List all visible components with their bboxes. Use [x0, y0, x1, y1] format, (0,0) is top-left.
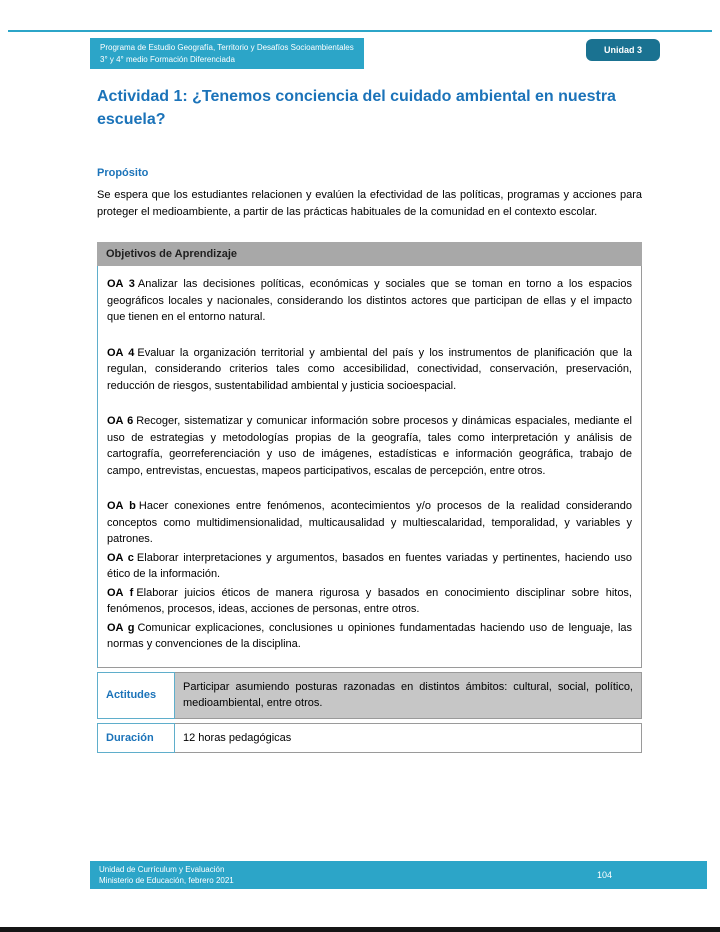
oa-item-3 — [107, 276, 632, 326]
duracion-row — [97, 723, 642, 754]
objetivos-table-header: Objetivos de Aprendizaje — [97, 242, 642, 266]
unit-badge: Unidad 3 — [586, 39, 660, 61]
oa-code: OA c — [107, 551, 134, 564]
objetivos-table-body — [97, 266, 642, 668]
actitudes-label: Actitudes — [97, 672, 175, 719]
page-bottom-edge — [0, 927, 720, 932]
oa-item-b — [107, 498, 632, 548]
proposito-paragraph: Se espera que los estudiantes relacionen y evalúen la efectividad de las políticas, programas y acciones para proteger el medioambiente, a partir de las prácticas habituales de la comunidad en el contexto escolar. — [97, 189, 642, 218]
oa-item-6 — [107, 413, 632, 479]
page-footer — [90, 861, 707, 889]
oa-code: OA b — [107, 500, 136, 513]
footer-line2: Ministerio de Educación, febrero 2021 — [99, 876, 234, 885]
actitudes-value: Participar asumiendo posturas razonadas en distintos ámbitos: cultural, social, político, medioambiental, entre otros. — [175, 672, 642, 719]
proposito-heading: Propósito — [97, 167, 149, 180]
oa-item-f — [107, 585, 632, 618]
program-title-box — [90, 38, 364, 69]
oa-code: OA g — [107, 621, 135, 634]
oa-item-c — [107, 550, 632, 583]
objetivos-table — [97, 242, 642, 753]
footer-credits — [99, 864, 234, 886]
oa-text: Elaborar interpretaciones y argumentos, basados en fuentes variadas y pertinentes, haciendo uso ético de la información. — [107, 551, 632, 581]
duracion-label: Duración — [97, 723, 175, 754]
page-header — [90, 38, 660, 69]
oa-text: Evaluar la organización territorial y ambiental del país y los instrumentos de planificación que la regulan, considerando criterios tales como accesibilidad, conectividad, conservación, preservación, reducción de riesgos, sustentabilidad ambiental y justicia socioespacial. — [107, 346, 632, 392]
oa-code: OA f — [107, 586, 134, 599]
oa-code: OA 3 — [107, 278, 135, 291]
activity-title: Actividad 1: ¿Tenemos conciencia del cuidado ambiental en nuestra escuela? — [97, 88, 616, 129]
oa-item-4 — [107, 345, 632, 395]
oa-item-g — [107, 620, 632, 653]
top-divider — [8, 30, 712, 32]
footer-line1: Unidad de Currículum y Evaluación — [99, 864, 225, 874]
oa-text: Hacer conexiones entre fenómenos, acontecimientos y/o procesos de la realidad considerando conceptos como multidimensionalidad, multicausalidad y multiescalaridad, temporalidad, y variables y patrones. — [107, 500, 632, 546]
oa-code: OA 4 — [107, 346, 135, 359]
oa-text: Comunicar explicaciones, conclusiones u opiniones fundamentadas haciendo uso de lenguaje, las normas y convenciones de la disciplina. — [107, 621, 633, 651]
actitudes-row — [97, 672, 642, 719]
program-line2: 3° y 4° medio Formación Diferenciada — [100, 54, 235, 64]
oa-text: Analizar las decisiones políticas, económicas y sociales que se toman en torno a los espacios geográficos locales y nacionales, considerando los distintos actores que participan de ellas y el impacto que tienen en el entorno natural. — [107, 278, 632, 324]
page-content — [97, 85, 642, 753]
oa-code: OA 6 — [107, 415, 134, 428]
duracion-value: 12 horas pedagógicas — [175, 723, 642, 754]
oa-text: Recoger, sistematizar y comunicar información sobre procesos y dinámicas espaciales, mediante el uso de estrategias y metodologías propias de la geografía, tales como interpretación y análisis de cartografía, georreferenciación y uso de imágenes, estadísticas e información geográfica, trabajo de campo, entrevistas, encuestas, mapeos participativos, escalas de percepción, entre otros. — [107, 415, 632, 477]
oa-text: Elaborar juicios éticos de manera rigurosa y basados en conocimiento disciplinar sobre hitos, fenómenos, procesos, ideas, acciones de personas, entre otros. — [107, 586, 632, 616]
program-line1: Programa de Estudio Geografía, Territorio y Desafíos Socioambientales — [100, 43, 354, 52]
page-number: 104 — [596, 869, 612, 880]
